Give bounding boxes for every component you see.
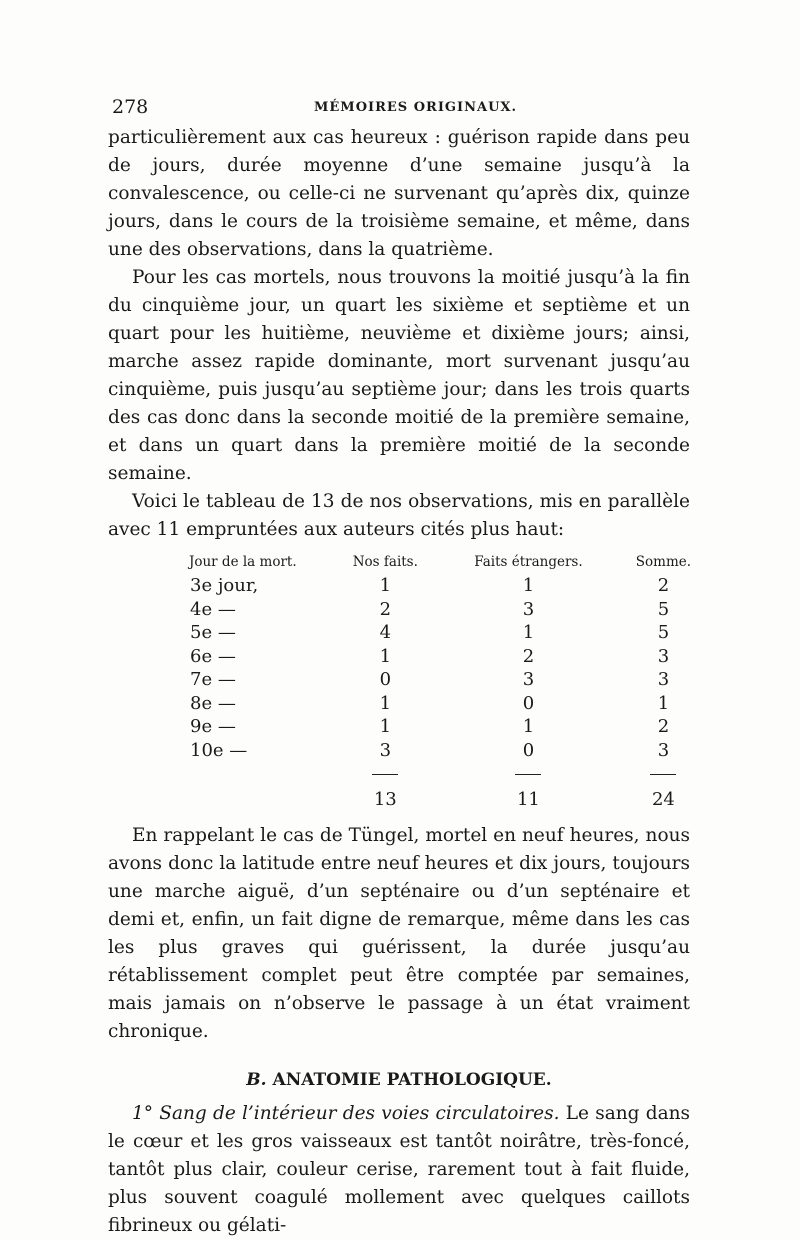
table-row xyxy=(154,668,709,692)
total-rule-row xyxy=(154,762,709,786)
total-ours: 13 xyxy=(373,789,397,810)
total-rule xyxy=(650,774,676,779)
cell-ours: 3 xyxy=(379,739,392,761)
cell-foreign: 1 xyxy=(522,575,535,597)
page-number: 278 xyxy=(112,96,149,118)
cell-foreign: 1 xyxy=(522,716,535,738)
cell-foreign: 0 xyxy=(522,692,535,714)
paragraph-blood-text: Le sang dans le cœur et les gros vaisseaux est tantôt noirâtre, très-foncé, tantôt plus clair, couleur cerise, rarement tout à fait fluide, plus souvent coagulé mollement avec quelques caillots fibrineux ou gélati- xyxy=(108,1102,691,1236)
cell-sum: 3 xyxy=(657,669,670,691)
table-row xyxy=(154,598,709,622)
page-header xyxy=(108,90,690,124)
paragraph-label: 1° Sang de l’intérieur des voies circulatoires. xyxy=(132,1102,560,1124)
cell-ours: 1 xyxy=(379,692,392,714)
cell-sum: 5 xyxy=(657,598,670,620)
table-row xyxy=(154,574,709,598)
total-rule xyxy=(515,774,541,779)
header-sum: Somme. xyxy=(635,554,692,570)
cell-foreign: 1 xyxy=(522,622,535,644)
cell-day: 3e jour, xyxy=(190,575,259,597)
cell-sum: 5 xyxy=(657,622,670,644)
header-foreign-cases: Faits étrangers. xyxy=(474,554,583,570)
header-our-cases: Nos faits. xyxy=(352,554,418,570)
cell-sum: 3 xyxy=(657,739,670,761)
cell-day: 9e — xyxy=(190,716,236,738)
cell-ours: 1 xyxy=(379,575,392,597)
total-rule xyxy=(372,774,398,779)
cell-day: 5e — xyxy=(190,622,236,644)
cell-sum: 1 xyxy=(657,692,670,714)
paragraph-blood xyxy=(108,1100,690,1240)
running-title: MÉMOIRES ORIGINAUX. xyxy=(314,100,518,115)
table-header-row xyxy=(154,554,709,574)
cell-sum: 2 xyxy=(657,575,670,597)
paragraph-fatal-cases: Pour les cas mortels, nous trouvons la moitié jusqu’à la fin du cinquième jour, un quart les sixième et septième et un quart pour les huitième, neuvième et dixième jours; ainsi, marche assez rapide dominante, mort survenant jusqu’au cinquième, puis jusqu’au septième jour; dans les trois quarts des cas donc dans la seconde moitié de la première semaine, et dans un quart dans la première moitié de la seconde semaine. xyxy=(108,267,690,484)
total-foreign: 11 xyxy=(516,789,540,810)
cell-day: 10e — xyxy=(190,739,248,761)
cell-day: 6e — xyxy=(190,645,236,667)
cell-foreign: 3 xyxy=(522,669,535,691)
table-row xyxy=(154,739,709,763)
page xyxy=(108,90,690,1240)
cell-day: 8e — xyxy=(190,692,236,714)
paragraph-table-intro: Voici le tableau de 13 de nos observations, mis en parallèle avec 11 empruntées aux auteurs cités plus haut: xyxy=(108,491,690,540)
cell-foreign: 0 xyxy=(522,739,535,761)
cell-sum: 2 xyxy=(657,716,670,738)
paragraph-continuation: particulièrement aux cas heureux : guérison rapide dans peu de jours, durée moyenne d’une semaine jusqu’à la convalescence, ou celle-ci ne survenant qu’après dix, quinze jours, dans le cours de la troisième semaine, et même, dans une des observations, dans la quatrième. xyxy=(108,127,690,260)
header-day: Jour de la mort. xyxy=(188,554,297,570)
cell-ours: 1 xyxy=(379,645,392,667)
cell-sum: 3 xyxy=(657,645,670,667)
death-day-table xyxy=(154,554,709,814)
cell-ours: 4 xyxy=(379,622,392,644)
section-heading xyxy=(108,1070,690,1090)
table-row xyxy=(154,645,709,669)
cell-foreign: 3 xyxy=(522,598,535,620)
table-row xyxy=(154,715,709,739)
cell-day: 4e — xyxy=(190,598,236,620)
cell-day: 7e — xyxy=(190,669,236,691)
section-letter: B. xyxy=(246,1069,267,1090)
section-title: ANATOMIE PATHOLOGIQUE. xyxy=(272,1069,552,1090)
cell-ours: 0 xyxy=(379,669,392,691)
table-row xyxy=(154,621,709,645)
table-total-row xyxy=(154,786,709,814)
cell-foreign: 2 xyxy=(522,645,535,667)
table-row xyxy=(154,692,709,716)
paragraph-conclusion: En rappelant le cas de Tüngel, mortel en neuf heures, nous avons donc la latitude entre neuf heures et dix jours, toujours une marche aiguë, d’un septénaire ou d’un septénaire et demi et, enfin, un fait digne de remarque, même dans les cas les plus graves qui guérissent, la durée jusqu’au rétablissement complet peut être comptée par semaines, mais jamais on n’observe le passage à un état vraiment chronique. xyxy=(108,824,690,1042)
total-sum: 24 xyxy=(651,789,675,810)
cell-ours: 2 xyxy=(379,598,392,620)
cell-ours: 1 xyxy=(379,716,392,738)
